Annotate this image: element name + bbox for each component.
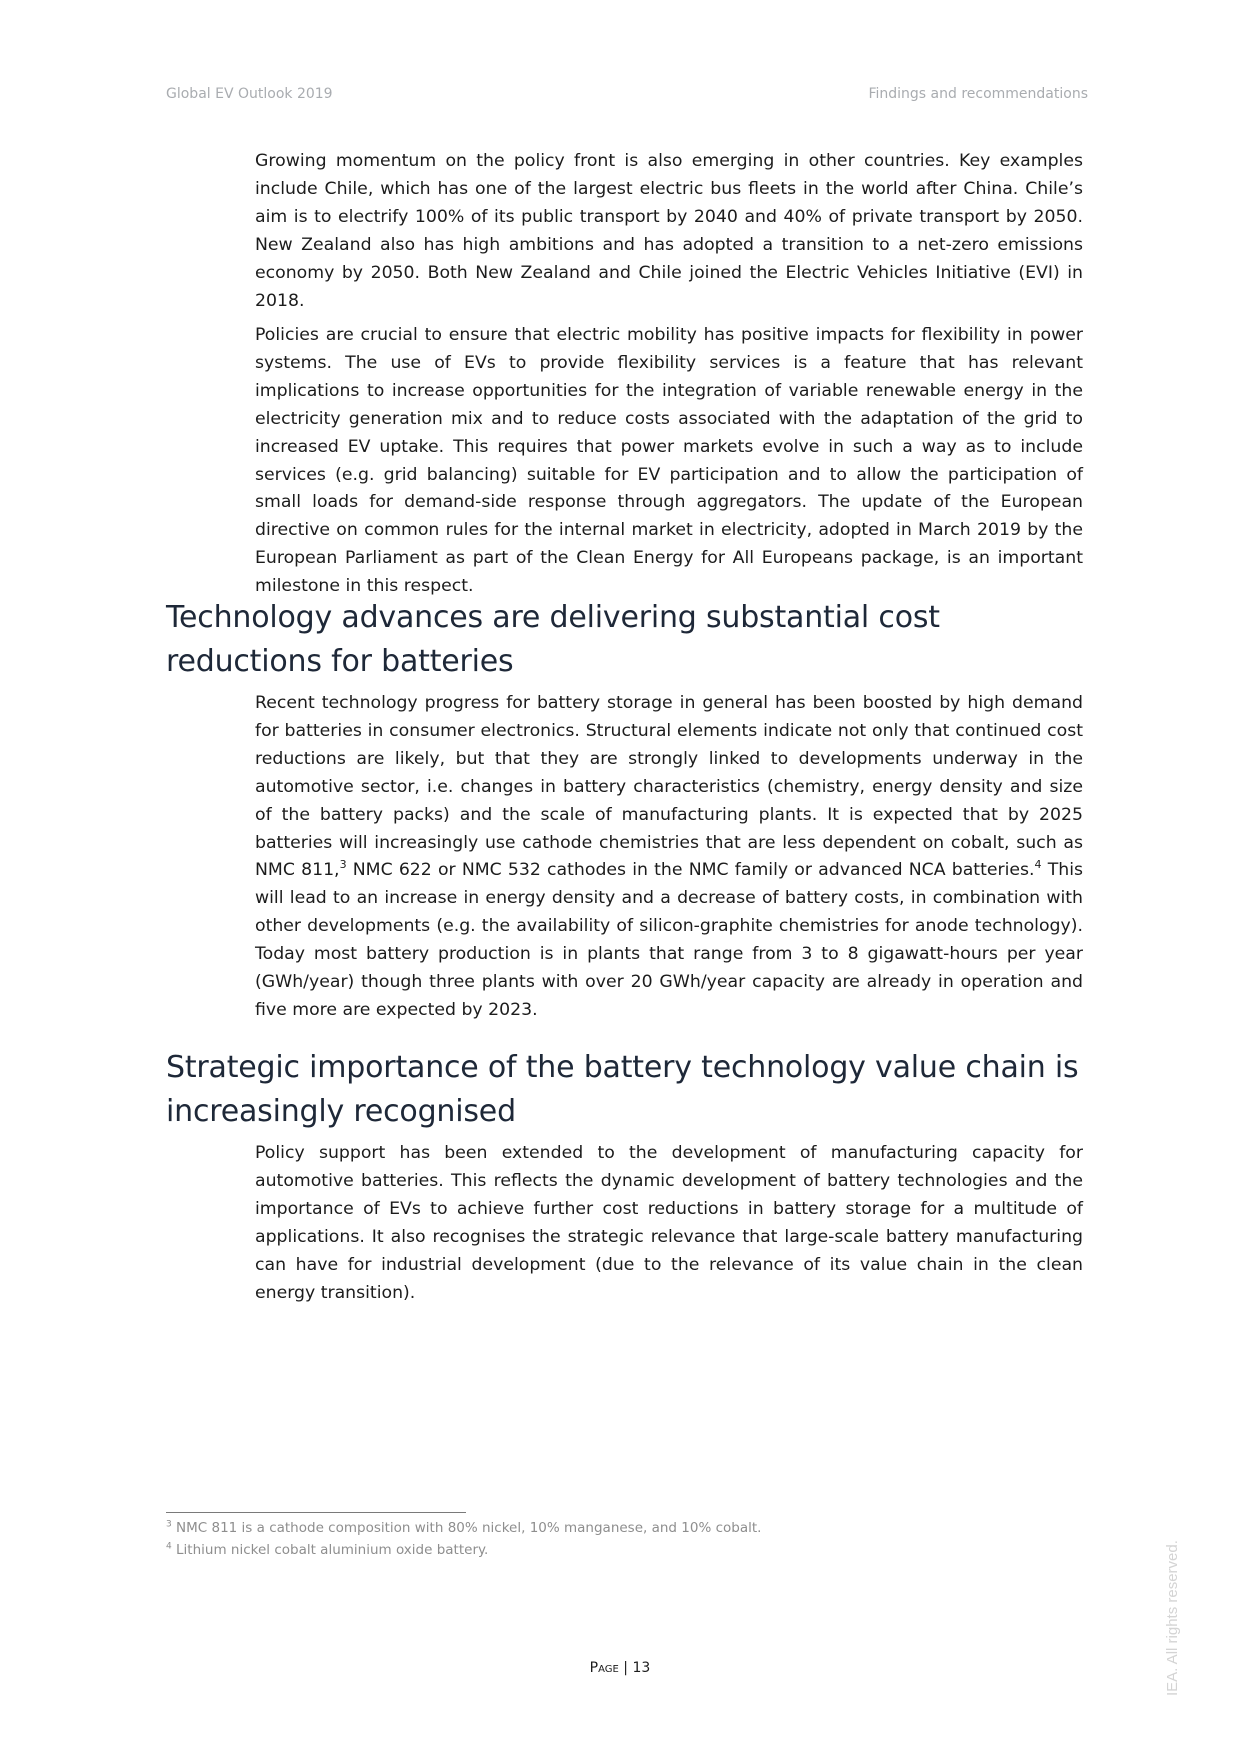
page-number-value: 13 [632, 1660, 651, 1676]
running-header [166, 86, 1088, 106]
paragraph-text: This will lead to an increase in energy density and a decrease of battery costs, in combination with other developments (e.g. the availability of silicon-graphite chemistries for anode technology). Today most battery production is in plants that range from 3 to 8 gigawatt-hours per year (GWh/year) though three plants with over 20 GWh/year capacity are already in operation and five more are expected by 2023. [255, 860, 1084, 1020]
footnote-3 [166, 1518, 761, 1538]
footnote-divider [166, 1512, 466, 1513]
paragraph-battery-technology [255, 690, 1083, 1025]
footnote-marker: 3 [166, 1519, 172, 1530]
footnote-ref-4[interactable]: 4 [1034, 858, 1042, 872]
page-separator: | [618, 1660, 633, 1676]
paragraph-policy-momentum: Growing momentum on the policy front is also emerging in other countries. Key examples include Chile, which has one of the largest electric bus fleets in the world after China. Chile’s aim is to electrify 100% of its public transport by 2040 and 40% of private transport by 2050. New Zealand also has high ambitions and has adopted a transition to a net-zero emissions economy by 2050. Both New Zealand and Chile joined the Electric Vehicles Initiative (EVI) in 2018. [255, 151, 1083, 311]
section-heading-strategic-importance: Strategic importance of the battery technology value chain is increasingly recognised [166, 1050, 1079, 1129]
copyright-notice: IEA. All rights reserved. [1164, 1540, 1181, 1696]
document-title: Global EV Outlook 2019 [166, 86, 333, 102]
page-number [0, 1660, 1240, 1676]
footnote-4 [166, 1540, 488, 1560]
footnote-text: NMC 811 is a cathode composition with 80% nickel, 10% manganese, and 10% cobalt. [176, 1520, 762, 1536]
footnote-text: Lithium nickel cobalt aluminium oxide battery. [176, 1542, 489, 1558]
footnote-ref-3[interactable]: 3 [339, 858, 347, 872]
paragraph-text: Recent technology progress for battery storage in general has been boosted by high demand for batteries in consumer electronics. Structural elements indicate not only that continued cost reductions are likely, but that they are strongly linked to developments underway in the automotive sector, i.e. changes in battery characteristics (chemistry, energy density and size of the battery packs) and the scale of manufacturing plants. It is expected that by 2025 batteries will increasingly use cathode chemistries that are less dependent on cobalt, such as NMC 811, [255, 693, 1083, 881]
paragraph-text: NMC 622 or NMC 532 cathodes in the NMC family or advanced NCA batteries. [346, 860, 1035, 881]
footnote-marker: 4 [166, 1541, 172, 1552]
page-label: Page [589, 1660, 619, 1676]
section-heading-technology-advances: Technology advances are delivering substantial cost reductions for batteries [166, 600, 940, 679]
paragraph-policy-support: Policy support has been extended to the development of manufacturing capacity for automotive batteries. This reflects the dynamic development of battery technologies and the importance of EVs to achieve further cost reductions in battery storage for a multitude of applications. It also recognises the strategic relevance that large-scale battery manufacturing can have for industrial development (due to the relevance of its value chain in the clean energy transition). [255, 1143, 1083, 1303]
chapter-title: Findings and recommendations [868, 86, 1088, 102]
paragraph-power-flexibility: Policies are crucial to ensure that electric mobility has positive impacts for flexibility in power systems. The use of EVs to provide flexibility services is a feature that has relevant implications to increase opportunities for the integration of variable renewable energy in the electricity generation mix and to reduce costs associated with the adaptation of the grid to increased EV uptake. This requires that power markets evolve in such a way as to include services (e.g. grid balancing) suitable for EV participation and to allow the participation of small loads for demand-side response through aggregators. The update of the European directive on common rules for the internal market in electricity, adopted in March 2019 by the European Parliament as part of the Clean Energy for All Europeans package, is an important milestone in this respect. [255, 325, 1083, 597]
